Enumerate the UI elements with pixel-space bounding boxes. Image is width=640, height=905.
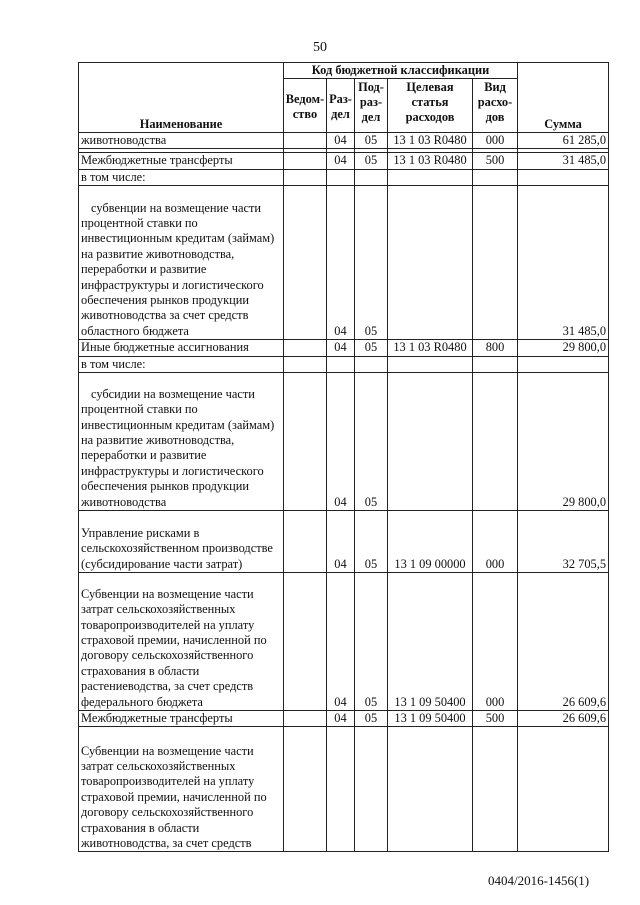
row-subsection: 05 — [355, 153, 388, 169]
header-target-article-line-3: расходов — [405, 110, 455, 124]
row-department — [284, 133, 327, 149]
row-expense-type — [473, 186, 518, 340]
row-sum — [518, 727, 609, 852]
row-target-article: 13 1 09 50400 — [388, 573, 473, 711]
table-row — [79, 373, 609, 511]
row-department — [284, 573, 327, 711]
row-section: 04 — [327, 340, 355, 356]
row-department — [284, 711, 327, 727]
row-sum: 32 705,5 — [518, 511, 609, 573]
row-target-article: 13 1 09 50400 — [388, 711, 473, 727]
row-name: Межбюджетные трансферты — [79, 711, 284, 727]
row-section: 04 — [327, 711, 355, 727]
table-row — [79, 153, 609, 169]
row-expense-type — [473, 727, 518, 852]
row-section: 04 — [327, 133, 355, 149]
header-expense-type-line-1: Вид — [484, 80, 506, 94]
row-subsection: 05 — [355, 133, 388, 149]
row-department — [284, 373, 327, 511]
header-target-article-line-1: Целевая — [406, 80, 454, 94]
row-section: 04 — [327, 573, 355, 711]
row-name: в том числе: — [79, 169, 284, 185]
row-sum: 26 609,6 — [518, 711, 609, 727]
header-subsection-line-1: Под- — [358, 80, 384, 94]
header-subsection-line-3: дел — [361, 110, 381, 124]
row-expense-type: 500 — [473, 711, 518, 727]
row-sum: 31 485,0 — [518, 153, 609, 169]
row-target-article: 13 1 09 00000 — [388, 511, 473, 573]
row-target-article — [388, 186, 473, 340]
row-target-article — [388, 727, 473, 852]
table-row — [79, 511, 609, 573]
budget-table — [78, 62, 609, 852]
row-name: Субвенции на возмещение части затрат сельскохозяйственных товаропроизводителей на уплату страховой премии, начисленной по договору сельскохозяйственного страхования в области растениеводства, за счет средств федерального бюджета — [79, 573, 284, 711]
table-body — [79, 133, 609, 852]
row-expense-type: 000 — [473, 573, 518, 711]
header-section-line-2: дел — [331, 107, 350, 121]
row-name: Межбюджетные трансферты — [79, 153, 284, 169]
row-subsection: 05 — [355, 711, 388, 727]
row-expense-type: 800 — [473, 340, 518, 356]
row-section: 04 — [327, 186, 355, 340]
row-subsection: 05 — [355, 511, 388, 573]
header-department-line-1: Ведом- — [285, 92, 325, 106]
row-subsection: 05 — [355, 573, 388, 711]
table-row — [79, 727, 609, 852]
row-expense-type: 000 — [473, 511, 518, 573]
table-row — [79, 356, 609, 372]
header-name: Наименование — [79, 63, 284, 133]
row-target-article: 13 1 03 R0480 — [388, 133, 473, 149]
header-section-line-1: Раз- — [329, 92, 352, 106]
row-section: 04 — [327, 153, 355, 169]
row-subsection — [355, 727, 388, 852]
document-code: 0404/2016-1456(1) — [488, 873, 590, 888]
row-name: субсидии на возмещение части процентной ставки по инвестиционным кредитам (займам) на развитие животноводства, переработки и развитие инфраструктуры и логистического обеспечения рынков продукции животноводства — [79, 373, 284, 511]
table-row — [79, 711, 609, 727]
row-subsection: 05 — [355, 373, 388, 511]
table-row — [79, 340, 609, 356]
row-sum: 61 285,0 — [518, 133, 609, 149]
row-sum: 26 609,6 — [518, 573, 609, 711]
table-row — [79, 573, 609, 711]
header-target-article — [388, 79, 473, 133]
row-expense-type: 000 — [473, 133, 518, 149]
row-department — [284, 186, 327, 340]
header-department — [284, 79, 327, 133]
header-expense-type — [473, 79, 518, 133]
page-number: 50 — [313, 40, 327, 55]
row-subsection: 05 — [355, 186, 388, 340]
header-sum: Сумма — [518, 63, 609, 133]
row-department — [284, 727, 327, 852]
header-target-article-line-2: статья — [411, 95, 449, 109]
row-department — [284, 340, 327, 356]
row-subsection: 05 — [355, 340, 388, 356]
row-section: 04 — [327, 511, 355, 573]
row-expense-type — [473, 373, 518, 511]
row-department — [284, 153, 327, 169]
row-name: животноводства — [79, 133, 284, 149]
row-sum: 31 485,0 — [518, 186, 609, 340]
row-section — [327, 727, 355, 852]
row-department — [284, 511, 327, 573]
row-name: в том числе: — [79, 356, 284, 372]
table-row — [79, 133, 609, 149]
row-sum: 29 800,0 — [518, 340, 609, 356]
row-expense-type: 500 — [473, 153, 518, 169]
row-target-article: 13 1 03 R0480 — [388, 340, 473, 356]
row-name: Управление рисками в сельскохозяйственном производстве (субсидирование части затрат) — [79, 511, 284, 573]
row-sum: 29 800,0 — [518, 373, 609, 511]
table-row — [79, 169, 609, 185]
header-department-line-2: ство — [292, 107, 318, 121]
row-name: субвенции на возмещение части процентной ставки по инвестиционным кредитам (займам) на развитие животноводства, переработки и развитие инфраструктуры и логистического обеспечения рынков продукции животноводства за счет средств областного бюджета — [79, 186, 284, 340]
header-expense-type-line-2: расхо- — [477, 95, 513, 109]
header-expense-type-line-3: дов — [485, 110, 505, 124]
row-name: Иные бюджетные ассигнования — [79, 340, 284, 356]
header-section — [327, 79, 355, 133]
header-budget-classification-code: Код бюджетной классификации — [284, 63, 518, 79]
row-name: Субвенции на возмещение части затрат сельскохозяйственных товаропроизводителей на уплату страховой премии, начисленной по договору сельскохозяйственного страхования в области животноводства, за счет средств — [79, 727, 284, 852]
table-header — [79, 63, 609, 133]
row-target-article: 13 1 03 R0480 — [388, 153, 473, 169]
row-target-article — [388, 373, 473, 511]
table-row — [79, 186, 609, 340]
header-subsection — [355, 79, 388, 133]
header-subsection-line-2: раз- — [359, 95, 383, 109]
row-section: 04 — [327, 373, 355, 511]
